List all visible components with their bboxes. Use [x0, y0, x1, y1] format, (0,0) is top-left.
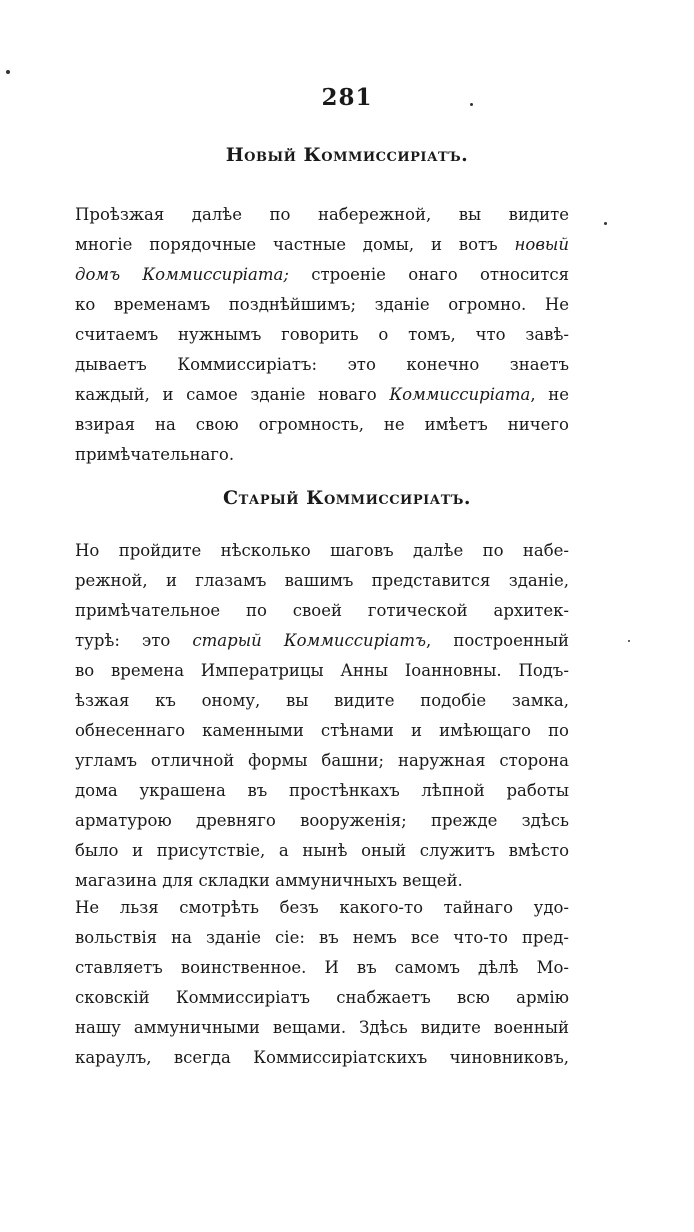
ink-speck	[604, 222, 607, 225]
text-line: ко временамъ позднѣйшимъ; зданіе огромно. Не	[75, 295, 569, 314]
text-line: сковскій Коммиссиріатъ снабжаетъ всю армію	[75, 988, 569, 1007]
text-line: Но пройдите нѣсколько шаговъ далѣе по набе-	[75, 541, 569, 560]
text-line: домъ Коммиссиріата; строеніе онаго относится	[75, 265, 569, 284]
page-number: 281	[321, 84, 373, 111]
section-heading-new-commissariat: Новый Коммиссиріатъ.	[225, 144, 469, 166]
text-line: Не льзя смотрѣть безъ какого-то тайнаго удо-	[75, 898, 569, 917]
paragraph-new-commissariat	[75, 200, 569, 470]
text-line: во времена Императрицы Анны Іоанновны. Подъ-	[75, 661, 569, 680]
text-line: обнесеннаго каменными стѣнами и имѣющаго по	[75, 721, 569, 740]
text-line: примѣчательное по своей готической архитек-	[75, 601, 569, 620]
text-line: вольствія на зданіе сіе: въ немъ все что-то пред-	[75, 928, 569, 947]
ink-speck	[628, 640, 630, 642]
text-line: турѣ: это старый Коммиссиріатъ, построенный	[75, 631, 570, 650]
text-line: считаемъ нужнымъ говорить о томъ, что завѣ-	[75, 325, 569, 344]
text-line: многіе порядочные частные домы, и вотъ новый	[75, 235, 569, 254]
text-line: взирая на свою огромность, не имѣетъ ничего	[75, 415, 569, 434]
text-line: примѣчательнаго.	[75, 445, 235, 464]
text-line: режной, и глазамъ вашимъ представится зданіе,	[75, 571, 569, 590]
ink-speck	[6, 70, 10, 74]
text-line: дываетъ Коммиссиріатъ: это конечно знаетъ	[75, 355, 569, 374]
paragraph-commissariat-impression	[75, 893, 569, 1073]
text-line: каждый, и самое зданіе новаго Коммиссиріата, не	[75, 385, 569, 404]
text-line: караулъ, всегда Коммиссиріатскихъ чиновниковъ,	[75, 1048, 569, 1067]
text-line: нашу аммуничными вещами. Здѣсь видите военный	[75, 1018, 569, 1037]
section-heading-old-commissariat: Старый Коммиссиріатъ.	[223, 487, 471, 509]
text-line: ставляетъ воинственное. И въ самомъ дѣлѣ Мо-	[75, 958, 569, 977]
text-line: дома украшена въ простѣнкахъ лѣпной работы	[75, 781, 569, 800]
paragraph-old-commissariat	[75, 536, 569, 896]
text-line: угламъ отличной формы башни; наружная сторона	[75, 751, 569, 770]
text-line: Проѣзжая далѣе по набережной, вы видите	[75, 205, 569, 224]
text-line: арматурою древняго вооруженія; прежде здѣсь	[75, 811, 569, 830]
text-line: было и присутствіе, а нынѣ оный служитъ вмѣсто	[75, 841, 569, 860]
text-line: магазина для складки аммуничныхъ вещей.	[75, 871, 463, 890]
text-line: ѣзжая къ оному, вы видите подобіе замка,	[75, 691, 569, 710]
